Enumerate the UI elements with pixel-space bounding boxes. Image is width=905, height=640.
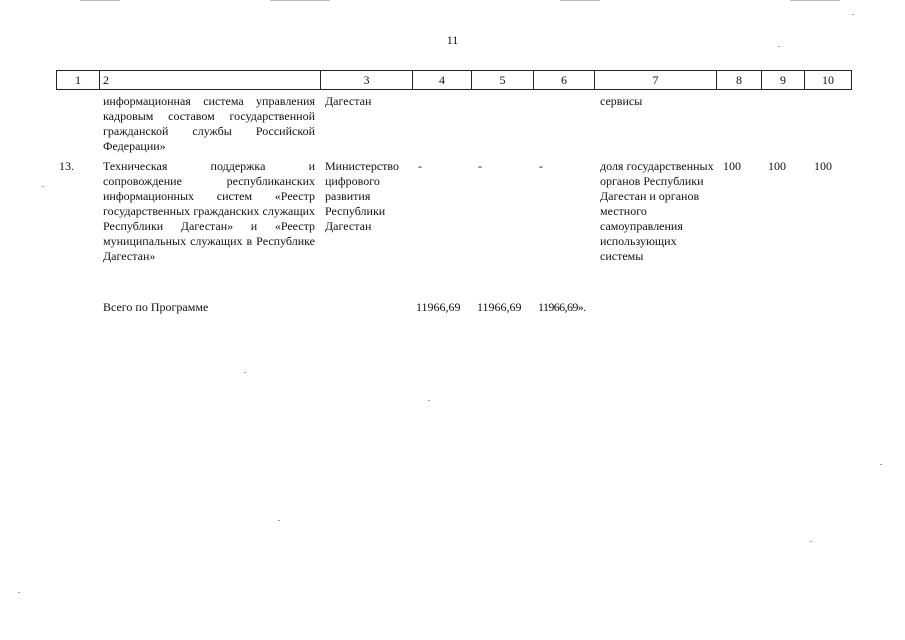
row-indicator: доля государственных органов Республики Дагестан и органов местного самоуправления использующих системы <box>600 159 714 263</box>
scan-artifact <box>80 0 120 1</box>
total-col-4: 11966,69 <box>416 300 461 314</box>
row-col-4: - <box>418 159 422 173</box>
scan-speck <box>778 46 780 47</box>
row-name: Техническая поддержка и сопровождение республиканских информационных систем «Реестр государственных гражданских служащих Республики Дагестан» и «Реестр муниципальных служащих в Республике Дагестан» <box>103 159 315 263</box>
header-col-2: 2 <box>100 71 321 90</box>
scan-artifact <box>790 0 840 1</box>
continued-indicator: сервисы <box>600 94 643 108</box>
total-label: Всего по Программе <box>103 300 209 314</box>
scan-speck <box>852 14 854 15</box>
table-header <box>56 70 852 90</box>
continued-executor: Дагестан <box>325 94 372 108</box>
header-col-9: 9 <box>762 71 805 90</box>
row-col-5: - <box>478 159 482 173</box>
row-col-10: 100 <box>814 159 832 173</box>
row-number: 13. <box>59 159 74 173</box>
header-col-4: 4 <box>413 71 472 90</box>
scan-speck <box>278 520 280 521</box>
header-col-6: 6 <box>534 71 595 90</box>
scan-speck <box>428 400 430 401</box>
row-col-6: - <box>539 159 543 173</box>
scan-speck <box>880 464 882 465</box>
scan-speck <box>42 186 44 187</box>
header-col-3: 3 <box>321 71 413 90</box>
row-executor: Министерство цифрового развития Республики Дагестан <box>325 159 399 233</box>
header-col-8: 8 <box>717 71 762 90</box>
header-col-5: 5 <box>472 71 534 90</box>
scan-speck <box>244 372 246 373</box>
continued-name: информационная система управления кадровым составом государственной гражданской службы Российской Федерации» <box>103 94 315 153</box>
row-col-9: 100 <box>768 159 786 173</box>
page-number: 11 <box>446 33 459 47</box>
header-col-7: 7 <box>595 71 717 90</box>
total-col-6: 11966,69». <box>538 300 586 314</box>
total-col-5: 11966,69 <box>477 300 522 314</box>
header-col-10: 10 <box>805 71 852 90</box>
scan-artifact <box>270 0 330 1</box>
header-col-1: 1 <box>57 71 100 90</box>
scan-speck <box>18 592 20 593</box>
scan-speck <box>810 541 812 542</box>
row-col-8: 100 <box>723 159 741 173</box>
scan-artifact <box>560 0 600 1</box>
